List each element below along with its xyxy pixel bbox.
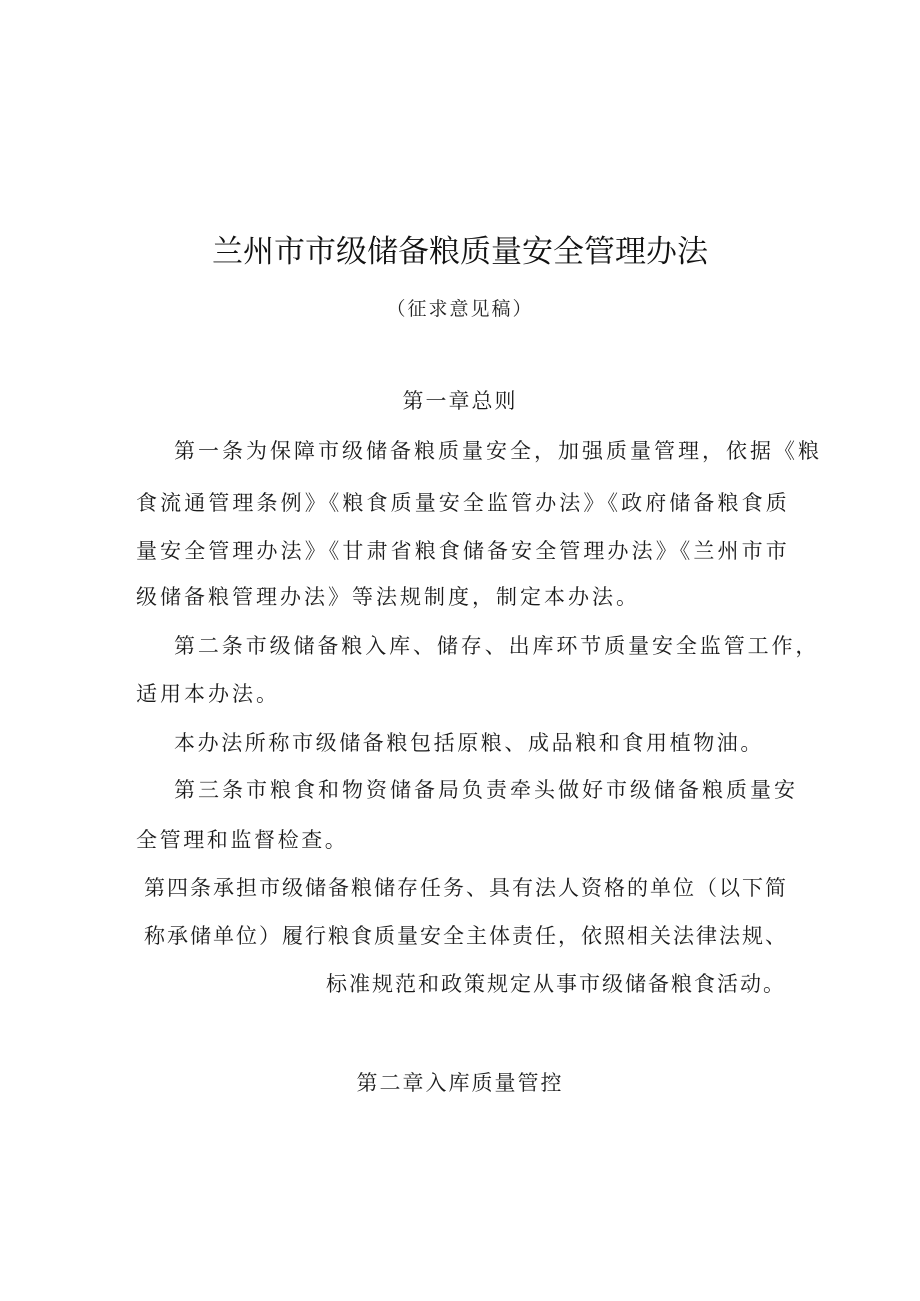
document-title: 兰州市市级储备粮质量安全管理办法: [212, 234, 708, 270]
article-4-line-2: 称承储单位）履行粮食质量安全主体责任，依照相关法律法规、: [144, 924, 788, 948]
article-3-line-1: 第三条市粮食和物资储备局负责牵头做好市级储备粮质量安: [174, 778, 798, 802]
document-subtitle: （征求意见稿）: [386, 298, 534, 320]
article-4-line-1: 第四条承担市级储备粮储存任务、具有法人资格的单位（以下简: [144, 876, 788, 900]
article-1-line-2: 食流通管理条例》《粮食质量安全监管办法》《政府储备粮食质: [136, 491, 790, 515]
article-2-line-2: 适用本办法。: [136, 682, 280, 706]
chapter-1-heading: 第一章总则: [402, 389, 518, 413]
article-3-line-2: 全管理和监督检查。: [136, 828, 349, 852]
article-1-line-4: 级储备粮管理办法》等法规制度，制定本办法。: [136, 585, 640, 609]
article-1-line-1: 第一条为保障市级储备粮质量安全，加强质量管理，依据《粮: [174, 439, 822, 463]
article-2-line-1: 第二条市级储备粮入库、储存、出库环节质量安全监管工作，: [174, 634, 820, 658]
article-2-note: 本办法所称市级储备粮包括原粮、成品粮和食用植物油。: [174, 731, 764, 755]
article-1-line-3: 量安全管理办法》《甘肃省粮食储备安全管理办法》《兰州市市: [136, 539, 790, 563]
chapter-2-heading: 第二章入库质量管控: [356, 1071, 564, 1095]
article-4-line-3: 标准规范和政策规定从事市级储备粮食活动。: [326, 972, 786, 996]
